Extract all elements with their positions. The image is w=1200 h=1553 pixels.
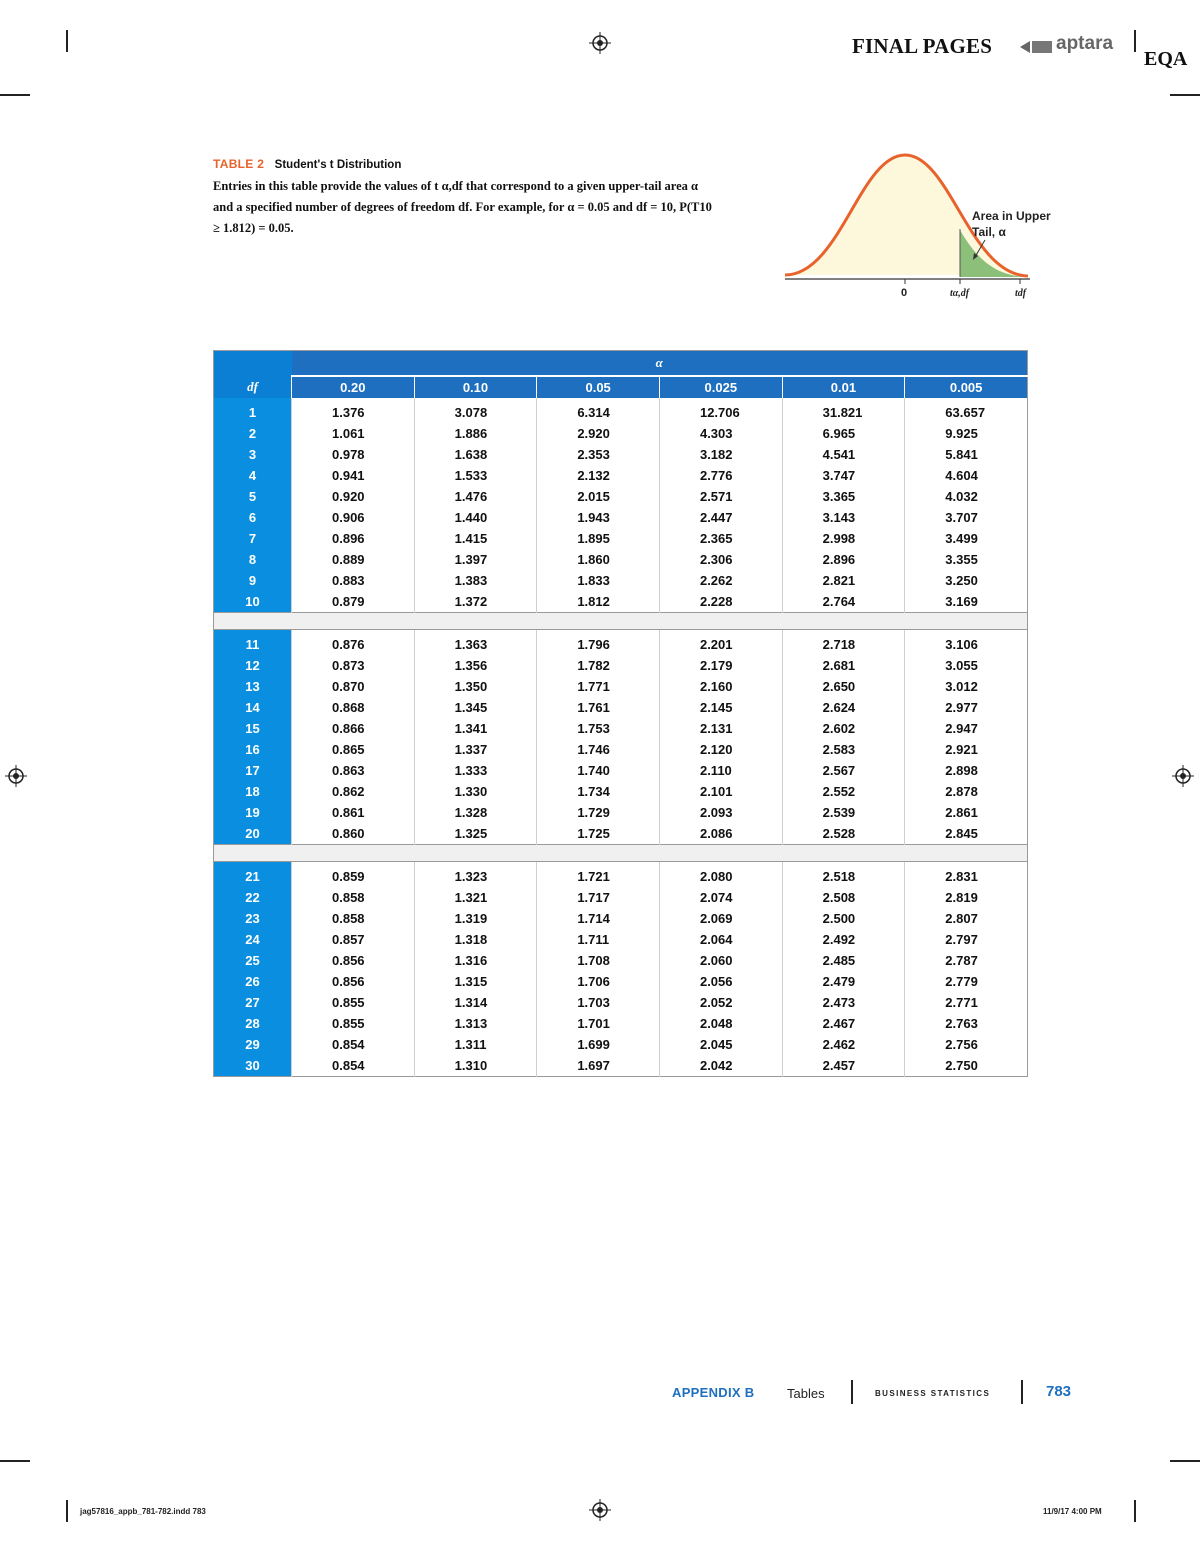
df-cell: 10 bbox=[214, 591, 292, 613]
table-row bbox=[214, 1034, 1028, 1055]
critical-value-cell: 4.032 bbox=[905, 486, 1028, 507]
critical-value-cell: 0.855 bbox=[292, 992, 415, 1013]
critical-value-cell: 1.345 bbox=[414, 697, 537, 718]
critical-value-cell: 1.415 bbox=[414, 528, 537, 549]
critical-value-cell: 2.567 bbox=[782, 760, 905, 781]
df-cell: 18 bbox=[214, 781, 292, 802]
critical-value-cell: 2.896 bbox=[782, 549, 905, 570]
crop-mark-top-right-vertical bbox=[1134, 30, 1136, 52]
table-row bbox=[214, 887, 1028, 908]
df-cell: 27 bbox=[214, 992, 292, 1013]
df-cell: 29 bbox=[214, 1034, 292, 1055]
table-row bbox=[214, 992, 1028, 1013]
critical-value-cell: 0.889 bbox=[292, 549, 415, 570]
critical-value-cell: 2.447 bbox=[659, 507, 782, 528]
critical-value-cell: 3.365 bbox=[782, 486, 905, 507]
df-cell: 2 bbox=[214, 423, 292, 444]
critical-value-cell: 1.356 bbox=[414, 655, 537, 676]
critical-value-cell: 1.333 bbox=[414, 760, 537, 781]
critical-value-cell: 2.064 bbox=[659, 929, 782, 950]
critical-value-cell: 2.602 bbox=[782, 718, 905, 739]
df-cell: 3 bbox=[214, 444, 292, 465]
critical-value-cell: 1.341 bbox=[414, 718, 537, 739]
table-row bbox=[214, 630, 1028, 656]
critical-value-cell: 2.228 bbox=[659, 591, 782, 613]
critical-value-cell: 2.920 bbox=[537, 423, 660, 444]
df-cell: 6 bbox=[214, 507, 292, 528]
critical-value-cell: 1.476 bbox=[414, 486, 537, 507]
critical-value-cell: 2.045 bbox=[659, 1034, 782, 1055]
critical-value-cell: 1.796 bbox=[537, 630, 660, 656]
critical-value-cell: 1.761 bbox=[537, 697, 660, 718]
critical-value-cell: 1.708 bbox=[537, 950, 660, 971]
critical-value-cell: 2.179 bbox=[659, 655, 782, 676]
critical-value-cell: 2.583 bbox=[782, 739, 905, 760]
critical-value-cell: 1.376 bbox=[292, 398, 415, 423]
df-cell: 23 bbox=[214, 908, 292, 929]
table-row bbox=[214, 655, 1028, 676]
critical-value-cell: 1.895 bbox=[537, 528, 660, 549]
critical-value-cell: 1.314 bbox=[414, 992, 537, 1013]
table-row bbox=[214, 739, 1028, 760]
critical-value-cell: 1.782 bbox=[537, 655, 660, 676]
critical-value-cell: 3.250 bbox=[905, 570, 1028, 591]
table-number-label: TABLE 2 bbox=[213, 157, 265, 171]
df-cell: 1 bbox=[214, 398, 292, 423]
critical-value-cell: 1.337 bbox=[414, 739, 537, 760]
critical-value-cell: 3.182 bbox=[659, 444, 782, 465]
df-cell: 24 bbox=[214, 929, 292, 950]
critical-value-cell: 0.854 bbox=[292, 1034, 415, 1055]
crop-mark-top-left-horizontal bbox=[0, 94, 30, 96]
critical-value-cell: 1.311 bbox=[414, 1034, 537, 1055]
critical-value-cell: 1.318 bbox=[414, 929, 537, 950]
crop-mark-top-right-horizontal bbox=[1170, 94, 1200, 96]
df-header-spacer bbox=[214, 351, 292, 377]
table-description: Entries in this table provide the values of t α,df that correspond to a given upper-tail area α and a specified number of degrees of freedom df. For example, for α = 0.05 and df = 10, P(T10 ≥ 1.812) = 0.05. bbox=[213, 179, 712, 235]
critical-value-cell: 3.012 bbox=[905, 676, 1028, 697]
table-row bbox=[214, 802, 1028, 823]
table-row bbox=[214, 1013, 1028, 1034]
critical-value-cell: 0.879 bbox=[292, 591, 415, 613]
critical-value-cell: 1.397 bbox=[414, 549, 537, 570]
table-row bbox=[214, 591, 1028, 613]
df-cell: 13 bbox=[214, 676, 292, 697]
df-cell: 19 bbox=[214, 802, 292, 823]
t-distribution-table bbox=[213, 350, 1028, 1077]
critical-value-cell: 2.650 bbox=[782, 676, 905, 697]
critical-value-cell: 2.624 bbox=[782, 697, 905, 718]
critical-value-cell: 3.055 bbox=[905, 655, 1028, 676]
df-cell: 28 bbox=[214, 1013, 292, 1034]
critical-value-cell: 1.061 bbox=[292, 423, 415, 444]
table-title: Student's t Distribution bbox=[274, 159, 402, 171]
aptara-brand-text: aptara bbox=[1056, 33, 1114, 54]
critical-value-cell: 1.323 bbox=[414, 862, 537, 888]
df-cell: 16 bbox=[214, 739, 292, 760]
critical-value-cell: 2.052 bbox=[659, 992, 782, 1013]
df-cell: 8 bbox=[214, 549, 292, 570]
critical-value-cell: 3.707 bbox=[905, 507, 1028, 528]
critical-value-cell: 1.886 bbox=[414, 423, 537, 444]
table-row bbox=[214, 398, 1028, 423]
crop-mark-bottom-right-horizontal bbox=[1170, 1460, 1200, 1462]
critical-value-cell: 2.763 bbox=[905, 1013, 1028, 1034]
critical-value-cell: 3.143 bbox=[782, 507, 905, 528]
df-cell: 15 bbox=[214, 718, 292, 739]
critical-value-cell: 0.862 bbox=[292, 781, 415, 802]
critical-value-cell: 1.328 bbox=[414, 802, 537, 823]
critical-value-cell: 2.819 bbox=[905, 887, 1028, 908]
critical-value-cell: 2.132 bbox=[537, 465, 660, 486]
critical-value-cell: 2.074 bbox=[659, 887, 782, 908]
critical-value-cell: 2.160 bbox=[659, 676, 782, 697]
critical-value-cell: 1.812 bbox=[537, 591, 660, 613]
group-separator bbox=[214, 613, 1028, 630]
critical-value-cell: 2.365 bbox=[659, 528, 782, 549]
critical-value-cell: 2.898 bbox=[905, 760, 1028, 781]
axis-label-zero: 0 bbox=[901, 287, 908, 299]
critical-value-cell: 1.701 bbox=[537, 1013, 660, 1034]
critical-value-cell: 1.316 bbox=[414, 950, 537, 971]
critical-value-cell: 0.860 bbox=[292, 823, 415, 845]
critical-value-cell: 1.440 bbox=[414, 507, 537, 528]
critical-value-cell: 5.841 bbox=[905, 444, 1028, 465]
critical-value-cell: 2.861 bbox=[905, 802, 1028, 823]
df-cell: 5 bbox=[214, 486, 292, 507]
alpha-header: α bbox=[292, 351, 1028, 377]
critical-value-cell: 6.965 bbox=[782, 423, 905, 444]
critical-value-cell: 1.740 bbox=[537, 760, 660, 781]
group-separator-cell bbox=[214, 613, 1028, 630]
critical-value-cell: 2.086 bbox=[659, 823, 782, 845]
critical-value-cell: 0.859 bbox=[292, 862, 415, 888]
critical-value-cell: 6.314 bbox=[537, 398, 660, 423]
df-cell: 22 bbox=[214, 887, 292, 908]
table-row bbox=[214, 760, 1028, 781]
critical-value-cell: 1.319 bbox=[414, 908, 537, 929]
column-header: 0.10 bbox=[414, 376, 537, 398]
df-cell: 12 bbox=[214, 655, 292, 676]
critical-value-cell: 0.865 bbox=[292, 739, 415, 760]
critical-value-cell: 1.725 bbox=[537, 823, 660, 845]
df-cell: 17 bbox=[214, 760, 292, 781]
critical-value-cell: 2.093 bbox=[659, 802, 782, 823]
table-row bbox=[214, 507, 1028, 528]
critical-value-cell: 1.746 bbox=[537, 739, 660, 760]
aptara-logo-icon bbox=[1018, 38, 1054, 56]
critical-value-cell: 2.042 bbox=[659, 1055, 782, 1077]
critical-value-cell: 1.699 bbox=[537, 1034, 660, 1055]
final-pages-label: FINAL PAGES bbox=[852, 34, 993, 58]
critical-value-cell: 2.552 bbox=[782, 781, 905, 802]
critical-value-cell: 0.896 bbox=[292, 528, 415, 549]
column-header: 0.05 bbox=[537, 376, 660, 398]
group-separator-cell bbox=[214, 845, 1028, 862]
critical-value-cell: 1.771 bbox=[537, 676, 660, 697]
critical-value-cell: 1.833 bbox=[537, 570, 660, 591]
critical-value-cell: 4.541 bbox=[782, 444, 905, 465]
table-row bbox=[214, 908, 1028, 929]
critical-value-cell: 1.350 bbox=[414, 676, 537, 697]
critical-value-cell: 0.920 bbox=[292, 486, 415, 507]
slug-file-name: jag57816_appb_781-782.indd 783 bbox=[80, 1507, 206, 1516]
critical-value-cell: 3.106 bbox=[905, 630, 1028, 656]
axis-label-t-df: tdf bbox=[1015, 288, 1027, 299]
df-cell: 25 bbox=[214, 950, 292, 971]
critical-value-cell: 2.353 bbox=[537, 444, 660, 465]
table-heading bbox=[213, 155, 401, 173]
critical-value-cell: 2.015 bbox=[537, 486, 660, 507]
slug-timestamp: 11/9/17 4:00 PM bbox=[1043, 1507, 1102, 1516]
critical-value-cell: 2.479 bbox=[782, 971, 905, 992]
critical-value-cell: 1.638 bbox=[414, 444, 537, 465]
df-cell: 26 bbox=[214, 971, 292, 992]
critical-value-cell: 2.776 bbox=[659, 465, 782, 486]
critical-value-cell: 2.571 bbox=[659, 486, 782, 507]
critical-value-cell: 0.856 bbox=[292, 971, 415, 992]
registration-mark-left-icon bbox=[5, 765, 27, 787]
footer-divider bbox=[1021, 1380, 1023, 1404]
slug-code: EQA bbox=[1144, 48, 1188, 70]
table-row bbox=[214, 1055, 1028, 1077]
critical-value-cell: 1.383 bbox=[414, 570, 537, 591]
table-row bbox=[214, 549, 1028, 570]
critical-value-cell: 1.729 bbox=[537, 802, 660, 823]
footer-page-number: 783 bbox=[1046, 1383, 1072, 1400]
df-cell: 11 bbox=[214, 630, 292, 656]
footer-section: Tables bbox=[787, 1386, 825, 1401]
table-row bbox=[214, 697, 1028, 718]
footer-appendix: APPENDIX B bbox=[672, 1385, 755, 1400]
column-header: 0.01 bbox=[782, 376, 905, 398]
table-row bbox=[214, 676, 1028, 697]
critical-value-cell: 0.858 bbox=[292, 908, 415, 929]
critical-value-cell: 1.703 bbox=[537, 992, 660, 1013]
crop-mark-bottom-left-horizontal bbox=[0, 1460, 30, 1462]
critical-value-cell: 2.787 bbox=[905, 950, 1028, 971]
critical-value-cell: 0.868 bbox=[292, 697, 415, 718]
critical-value-cell: 2.718 bbox=[782, 630, 905, 656]
critical-value-cell: 0.883 bbox=[292, 570, 415, 591]
critical-value-cell: 2.831 bbox=[905, 862, 1028, 888]
registration-mark-right-icon bbox=[1172, 765, 1194, 787]
critical-value-cell: 9.925 bbox=[905, 423, 1028, 444]
critical-value-cell: 0.870 bbox=[292, 676, 415, 697]
df-cell: 30 bbox=[214, 1055, 292, 1077]
critical-value-cell: 2.539 bbox=[782, 802, 905, 823]
critical-value-cell: 0.854 bbox=[292, 1055, 415, 1077]
df-cell: 21 bbox=[214, 862, 292, 888]
critical-value-cell: 3.078 bbox=[414, 398, 537, 423]
t-distribution-curve-figure bbox=[780, 145, 1070, 305]
footer-book-title: BUSINESS STATISTICS bbox=[875, 1389, 991, 1398]
critical-value-cell: 1.310 bbox=[414, 1055, 537, 1077]
critical-value-cell: 1.315 bbox=[414, 971, 537, 992]
critical-value-cell: 2.060 bbox=[659, 950, 782, 971]
critical-value-cell: 1.753 bbox=[537, 718, 660, 739]
critical-value-cell: 2.681 bbox=[782, 655, 905, 676]
critical-value-cell: 0.941 bbox=[292, 465, 415, 486]
table-row bbox=[214, 971, 1028, 992]
footer-divider bbox=[851, 1380, 853, 1404]
critical-value-cell: 0.866 bbox=[292, 718, 415, 739]
critical-value-cell: 0.873 bbox=[292, 655, 415, 676]
critical-value-cell: 1.734 bbox=[537, 781, 660, 802]
table-row bbox=[214, 950, 1028, 971]
critical-value-cell: 1.313 bbox=[414, 1013, 537, 1034]
critical-value-cell: 3.499 bbox=[905, 528, 1028, 549]
critical-value-cell: 2.508 bbox=[782, 887, 905, 908]
critical-value-cell: 2.764 bbox=[782, 591, 905, 613]
critical-value-cell: 2.500 bbox=[782, 908, 905, 929]
critical-value-cell: 1.721 bbox=[537, 862, 660, 888]
critical-value-cell: 2.110 bbox=[659, 760, 782, 781]
area-label-line2: Tail, α bbox=[972, 225, 1006, 239]
critical-value-cell: 2.771 bbox=[905, 992, 1028, 1013]
df-cell: 9 bbox=[214, 570, 292, 591]
critical-value-cell: 2.145 bbox=[659, 697, 782, 718]
critical-value-cell: 2.080 bbox=[659, 862, 782, 888]
critical-value-cell: 2.306 bbox=[659, 549, 782, 570]
critical-value-cell: 0.906 bbox=[292, 507, 415, 528]
critical-value-cell: 0.856 bbox=[292, 950, 415, 971]
critical-value-cell: 4.303 bbox=[659, 423, 782, 444]
critical-value-cell: 2.977 bbox=[905, 697, 1028, 718]
critical-value-cell: 0.876 bbox=[292, 630, 415, 656]
critical-value-cell: 2.457 bbox=[782, 1055, 905, 1077]
critical-value-cell: 0.861 bbox=[292, 802, 415, 823]
table-row bbox=[214, 444, 1028, 465]
critical-value-cell: 2.807 bbox=[905, 908, 1028, 929]
table-row bbox=[214, 823, 1028, 845]
critical-value-cell: 1.325 bbox=[414, 823, 537, 845]
critical-value-cell: 2.878 bbox=[905, 781, 1028, 802]
critical-value-cell: 1.860 bbox=[537, 549, 660, 570]
critical-value-cell: 2.462 bbox=[782, 1034, 905, 1055]
critical-value-cell: 63.657 bbox=[905, 398, 1028, 423]
critical-value-cell: 1.714 bbox=[537, 908, 660, 929]
critical-value-cell: 2.998 bbox=[782, 528, 905, 549]
critical-value-cell: 2.492 bbox=[782, 929, 905, 950]
critical-value-cell: 1.697 bbox=[537, 1055, 660, 1077]
critical-value-cell: 2.069 bbox=[659, 908, 782, 929]
critical-value-cell: 2.101 bbox=[659, 781, 782, 802]
critical-value-cell: 1.711 bbox=[537, 929, 660, 950]
critical-value-cell: 0.857 bbox=[292, 929, 415, 950]
critical-value-cell: 1.372 bbox=[414, 591, 537, 613]
table-row bbox=[214, 929, 1028, 950]
critical-value-cell: 2.845 bbox=[905, 823, 1028, 845]
critical-value-cell: 2.779 bbox=[905, 971, 1028, 992]
table-row bbox=[214, 486, 1028, 507]
critical-value-cell: 2.120 bbox=[659, 739, 782, 760]
table-row bbox=[214, 862, 1028, 888]
critical-value-cell: 3.355 bbox=[905, 549, 1028, 570]
critical-value-cell: 2.921 bbox=[905, 739, 1028, 760]
critical-value-cell: 2.756 bbox=[905, 1034, 1028, 1055]
critical-value-cell: 2.821 bbox=[782, 570, 905, 591]
critical-value-cell: 1.706 bbox=[537, 971, 660, 992]
critical-value-cell: 2.262 bbox=[659, 570, 782, 591]
df-cell: 20 bbox=[214, 823, 292, 845]
critical-value-cell: 0.858 bbox=[292, 887, 415, 908]
column-header: 0.20 bbox=[292, 376, 415, 398]
critical-value-cell: 1.533 bbox=[414, 465, 537, 486]
critical-value-cell: 2.056 bbox=[659, 971, 782, 992]
table-row bbox=[214, 465, 1028, 486]
table-row bbox=[214, 528, 1028, 549]
registration-mark-top-icon bbox=[589, 32, 611, 54]
table-body bbox=[214, 398, 1028, 1077]
table-row bbox=[214, 718, 1028, 739]
critical-value-cell: 2.473 bbox=[782, 992, 905, 1013]
column-header: 0.005 bbox=[905, 376, 1028, 398]
axis-label-t-alpha: tα,df bbox=[950, 288, 970, 299]
registration-mark-bottom-icon bbox=[589, 1499, 611, 1521]
table-row bbox=[214, 781, 1028, 802]
critical-value-cell: 1.363 bbox=[414, 630, 537, 656]
area-label-line1: Area in Upper bbox=[972, 209, 1051, 223]
crop-mark-top-left-vertical bbox=[66, 30, 68, 52]
critical-value-cell: 0.855 bbox=[292, 1013, 415, 1034]
critical-value-cell: 2.518 bbox=[782, 862, 905, 888]
critical-value-cell: 2.048 bbox=[659, 1013, 782, 1034]
critical-value-cell: 4.604 bbox=[905, 465, 1028, 486]
critical-value-cell: 1.330 bbox=[414, 781, 537, 802]
crop-mark-bottom-right-vertical bbox=[1134, 1500, 1136, 1522]
critical-value-cell: 2.797 bbox=[905, 929, 1028, 950]
critical-value-cell: 2.947 bbox=[905, 718, 1028, 739]
critical-value-cell: 0.863 bbox=[292, 760, 415, 781]
column-header: 0.025 bbox=[659, 376, 782, 398]
df-cell: 14 bbox=[214, 697, 292, 718]
crop-mark-bottom-left-vertical bbox=[66, 1500, 68, 1522]
critical-value-cell: 2.750 bbox=[905, 1055, 1028, 1077]
critical-value-cell: 31.821 bbox=[782, 398, 905, 423]
critical-value-cell: 2.131 bbox=[659, 718, 782, 739]
table-row bbox=[214, 423, 1028, 444]
df-cell: 7 bbox=[214, 528, 292, 549]
critical-value-cell: 1.943 bbox=[537, 507, 660, 528]
table-row bbox=[214, 570, 1028, 591]
critical-value-cell: 2.528 bbox=[782, 823, 905, 845]
critical-value-cell: 12.706 bbox=[659, 398, 782, 423]
critical-value-cell: 0.978 bbox=[292, 444, 415, 465]
critical-value-cell: 1.717 bbox=[537, 887, 660, 908]
df-cell: 4 bbox=[214, 465, 292, 486]
group-separator bbox=[214, 845, 1028, 862]
critical-value-cell: 3.747 bbox=[782, 465, 905, 486]
critical-value-cell: 3.169 bbox=[905, 591, 1028, 613]
critical-value-cell: 2.485 bbox=[782, 950, 905, 971]
critical-value-cell: 2.201 bbox=[659, 630, 782, 656]
critical-value-cell: 2.467 bbox=[782, 1013, 905, 1034]
critical-value-cell: 1.321 bbox=[414, 887, 537, 908]
df-header: df bbox=[214, 376, 292, 398]
